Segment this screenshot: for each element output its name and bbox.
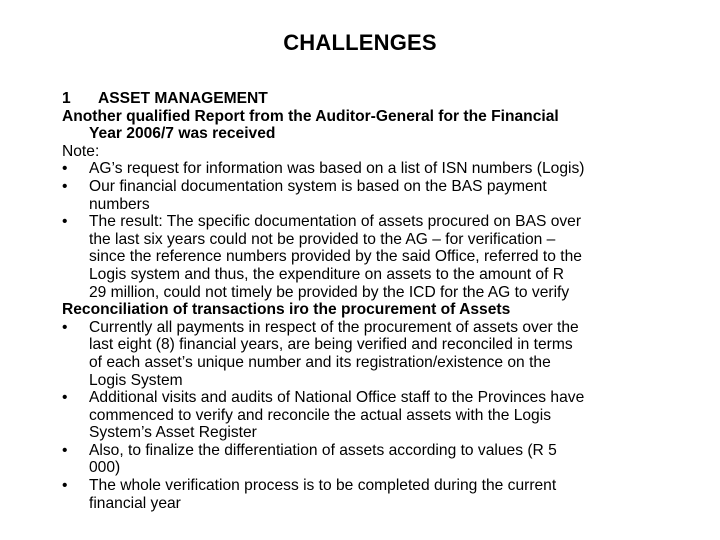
bullet-item-line — [62, 495, 662, 513]
bullet-item-text: 000) — [89, 459, 121, 477]
bullet-item-line — [62, 389, 662, 407]
note-list — [62, 160, 662, 301]
intro-line: Another qualified Report from the Auditor-General for the Financial — [62, 107, 559, 125]
bullet-item-line — [62, 407, 662, 425]
bullet-item-text: of each asset’s unique number and its registration/existence on the — [89, 353, 551, 371]
bullet-item-line — [62, 372, 662, 390]
bullet-item-line — [62, 178, 662, 196]
note-label: Note: — [62, 142, 100, 160]
bullet-item — [62, 178, 662, 213]
bullet-item-text: Currently all payments in respect of the procurement of assets over the — [89, 318, 579, 336]
section-number: 1 — [62, 90, 71, 107]
slide-title: CHALLENGES — [283, 30, 437, 55]
bullet-glyph: • — [62, 441, 68, 459]
bullet-item-line — [62, 459, 662, 477]
bullet-item-text: Logis System — [89, 371, 183, 389]
bullet-item — [62, 389, 662, 442]
bullet-item — [62, 442, 662, 477]
bullet-glyph: • — [62, 160, 68, 178]
bullet-glyph: • — [62, 177, 68, 195]
bullet-item-line — [62, 319, 662, 337]
bullet-item — [62, 319, 662, 389]
bullet-item-line — [62, 424, 662, 442]
bullet-item-text: since the reference numbers provided by the said Office, referred to the — [89, 248, 582, 266]
bullet-item — [62, 477, 662, 512]
bullet-item-text: financial year — [89, 494, 181, 512]
bullet-item-text: Logis system and thus, the expenditure on assets to the amount of R — [89, 265, 565, 283]
reconciliation-list — [62, 319, 662, 513]
intro-line: Year 2006/7 was received — [89, 125, 276, 143]
bullet-item-line — [62, 442, 662, 460]
bullet-glyph: • — [62, 477, 68, 495]
bullet-item-text: numbers — [89, 195, 150, 213]
bullet-item-text: System’s Asset Register — [89, 424, 257, 442]
bullet-item-line — [62, 284, 662, 302]
bullet-item-text: last eight (8) financial years, are being verified and reconciled in terms — [89, 336, 573, 354]
bullet-item-line — [62, 477, 662, 495]
bullet-item-line — [62, 248, 662, 266]
bullet-item — [62, 213, 662, 301]
bullet-item-text: AG’s request for information was based on a list of ISN numbers (Logis) — [89, 160, 585, 178]
bullet-item — [62, 160, 662, 178]
bullet-item-text: Additional visits and audits of National Office staff to the Provinces have — [89, 389, 585, 407]
reconciliation-heading: Reconciliation of transactions iro the procurement of Assets — [62, 301, 511, 319]
bullet-item-text: Our financial documentation system is based on the BAS payment — [89, 177, 547, 195]
bullet-item-text: The result: The specific documentation of assets procured on BAS over — [89, 213, 582, 231]
bullet-item-line — [62, 354, 662, 372]
bullet-item-text: the last six years could not be provided to the AG – for verification – — [89, 230, 556, 248]
bullet-item-text: commenced to verify and reconcile the actual assets with the Logis — [89, 406, 551, 424]
bullet-glyph: • — [62, 389, 68, 407]
slide-body — [62, 90, 662, 512]
bullet-item-line — [62, 231, 662, 249]
bullet-item-text: Also, to finalize the differentiation of assets according to values (R 5 — [89, 441, 557, 459]
bullet-item-line — [62, 196, 662, 214]
section-title: ASSET MANAGEMENT — [98, 90, 268, 107]
bullet-item-text: 29 million, could not timely be provided by the ICD for the AG to verify — [89, 283, 570, 301]
bullet-item-line — [62, 266, 662, 284]
bullet-item-line — [62, 160, 662, 178]
bullet-item-line — [62, 336, 662, 354]
bullet-item-text: The whole verification process is to be completed during the current — [89, 477, 557, 495]
bullet-glyph: • — [62, 318, 68, 336]
bullet-item-line — [62, 213, 662, 231]
section-heading — [62, 90, 662, 108]
bullet-glyph: • — [62, 213, 68, 231]
